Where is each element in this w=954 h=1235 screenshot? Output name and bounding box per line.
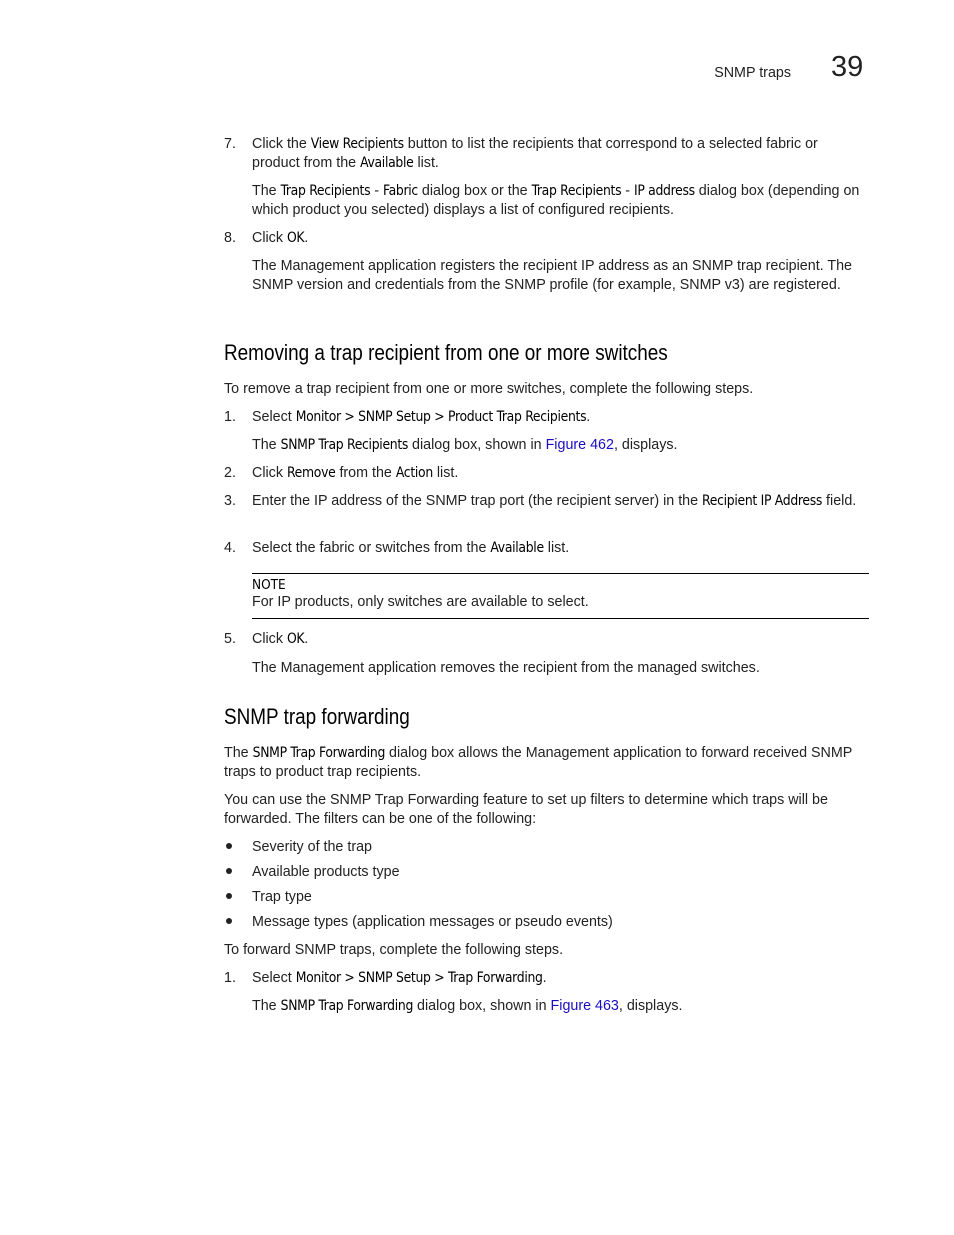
figure-463-link[interactable]: Figure 463	[550, 998, 619, 1014]
step-7-result: The Trap Recipients - Fabric dialog box or the Trap Recipients - IP address dialog box (depending on which product you selected) displays a list of configured recipients.	[252, 183, 860, 218]
figure-462-link[interactable]: Figure 462	[545, 437, 614, 453]
bullet-icon	[226, 868, 232, 874]
step-8-result: The Management application registers the recipient IP address as an SNMP trap recipient. The SNMP version and credentials from the SNMP profile (for example, SNMP v3) are registered.	[252, 258, 853, 293]
section2-para-3: To forward SNMP traps, complete the following steps.	[224, 942, 564, 958]
step-number: 8.	[224, 230, 236, 246]
running-header-section: SNMP traps	[714, 65, 791, 81]
step-text: Click OK.	[252, 230, 309, 246]
ui-label-view-recipients: View Recipients	[310, 136, 404, 152]
step-number: 7.	[224, 136, 236, 152]
step-1-result: The SNMP Trap Recipients dialog box, shown in Figure 462, displays.	[252, 437, 678, 453]
bullet-icon	[226, 843, 232, 849]
note-text: For IP products, only switches are available to select.	[252, 594, 589, 610]
section2-para-2: You can use the SNMP Trap Forwarding feature to set up filters to determine which traps will be forwarded. The filters can be one of the following:	[224, 792, 828, 827]
note-bottom-rule	[252, 618, 869, 619]
section-heading-removing-trap-recipient: Removing a trap recipient from one or more switches	[224, 340, 668, 365]
chapter-number: 39	[831, 51, 864, 83]
step-1-forwarding-result: The SNMP Trap Forwarding dialog box, shown in Figure 463, displays.	[252, 998, 683, 1014]
menu-path: Monitor > SNMP Setup > Trap Forwarding	[295, 970, 543, 986]
section2-para-1: The SNMP Trap Forwarding dialog box allows the Management application to forward received SNMP traps to product trap recipients.	[224, 745, 853, 780]
section-heading-snmp-trap-forwarding: SNMP trap forwarding	[224, 704, 410, 729]
menu-path: Monitor > SNMP Setup > Product Trap Recipients	[295, 409, 587, 425]
ui-label-available: Available	[360, 155, 414, 171]
section-intro: To remove a trap recipient from one or more switches, complete the following steps.	[224, 381, 754, 397]
step-text: Click the View Recipients button to list the recipients that correspond to a selected fabric or product from the Available list.	[252, 136, 818, 171]
step-5-result: The Management application removes the recipient from the managed switches.	[252, 660, 760, 676]
note-title: NOTE	[252, 577, 286, 593]
bullet-icon	[226, 893, 232, 899]
bullet-icon	[226, 918, 232, 924]
note-top-rule	[252, 573, 869, 574]
